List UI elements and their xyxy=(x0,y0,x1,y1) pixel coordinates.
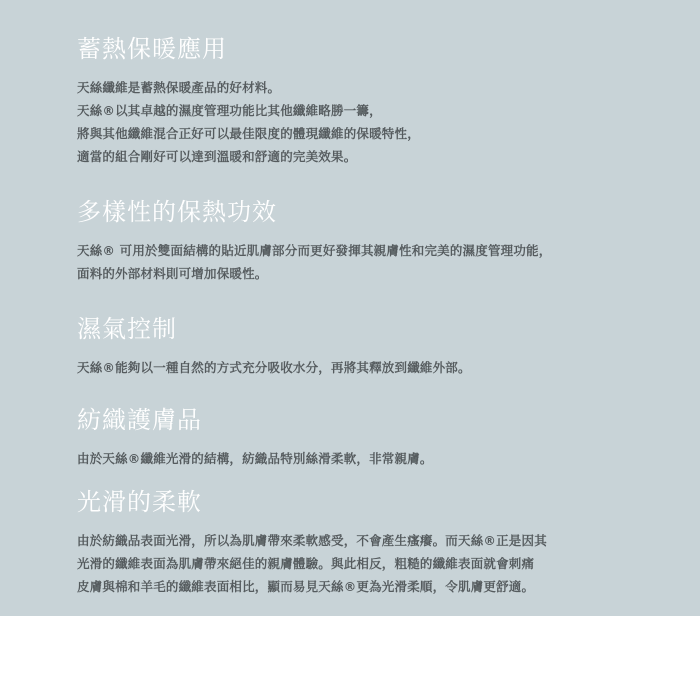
section-body xyxy=(77,447,670,470)
body-line: 皮膚與棉和羊毛的纖維表面相比，顯而易見天絲®更為光滑柔順，令肌膚更舒適。 xyxy=(77,579,535,594)
section-title: 蓄熱保暖應用 xyxy=(77,35,227,63)
body-line: 天絲纖維是蓄熱保暖產品的好材料。 xyxy=(77,80,281,95)
body-line: 適當的組合剛好可以達到溫暖和舒適的完美效果。 xyxy=(77,149,357,164)
page-bottom-whitespace xyxy=(0,616,700,700)
body-line: 天絲®能夠以一種自然的方式充分吸收水分，再將其釋放到纖維外部。 xyxy=(77,360,471,375)
section-body xyxy=(77,529,670,598)
body-line: 天絲®以其卓越的濕度管理功能比其他纖維略勝一籌， xyxy=(77,103,382,118)
body-line: 將與其他纖維混合正好可以最佳限度的體現纖維的保暖特性， xyxy=(77,126,420,141)
body-line: 由於天絲®纖維光滑的結構，紡織品特別絲滑柔軟，非常親膚。 xyxy=(77,451,433,466)
body-line: 由於紡織品表面光滑，所以為肌膚帶來柔軟感受，不會產生瘙癢。而天絲®正是因其 xyxy=(77,533,547,548)
section-body xyxy=(77,356,670,379)
section-title: 濕氣控制 xyxy=(77,315,177,343)
section-moisture-control xyxy=(77,314,670,379)
section-title: 多樣性的保熱功效 xyxy=(77,198,277,226)
section-body xyxy=(77,76,670,168)
body-line: 光滑的纖維表面為肌膚帶來絕佳的親膚體驗。與此相反，粗糙的纖維表面就會刺痛 xyxy=(77,556,535,571)
body-line: 天絲® 可用於雙面結構的貼近肌膚部分而更好發揮其親膚性和完美的濕度管理功能， xyxy=(77,243,552,258)
section-title: 紡織護膚品 xyxy=(77,406,202,434)
section-smooth-softness xyxy=(77,487,670,598)
section-heat-storage xyxy=(77,34,670,168)
section-body xyxy=(77,239,670,285)
section-textile-skincare xyxy=(77,405,670,470)
section-title: 光滑的柔軟 xyxy=(77,488,202,516)
body-line: 面料的外部材料則可增加保暖性。 xyxy=(77,266,268,281)
section-versatile-warmth xyxy=(77,197,670,285)
